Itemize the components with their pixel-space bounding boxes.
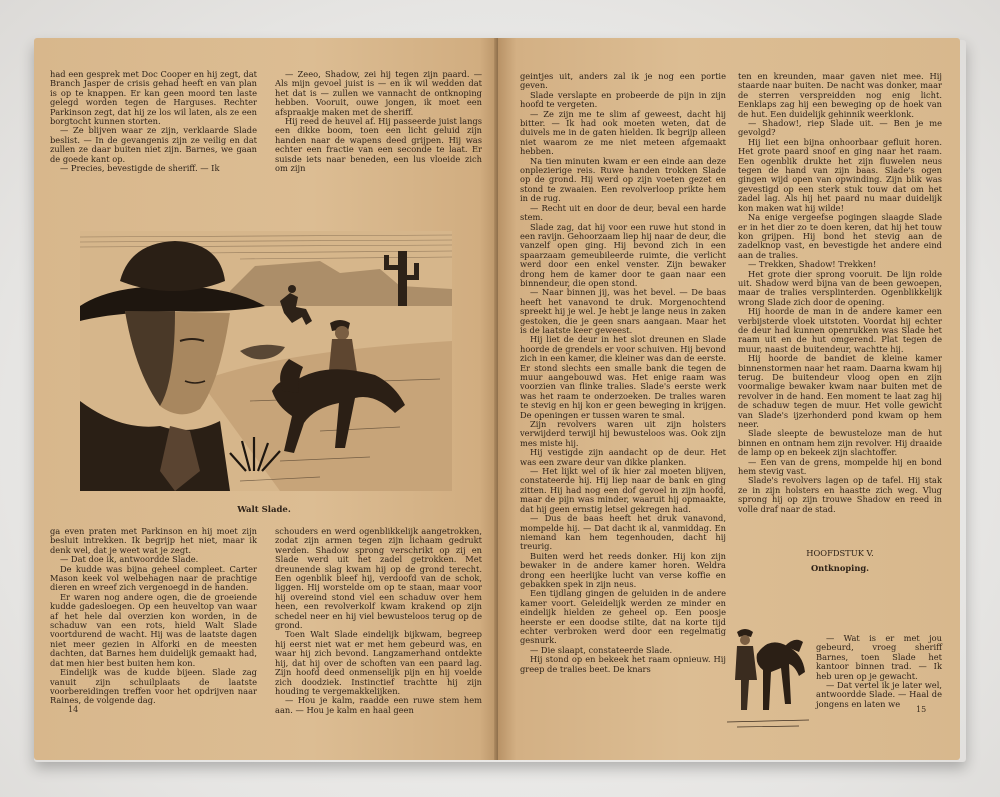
page-number-right: 15 bbox=[916, 705, 927, 714]
paragraph: Hij reed de heuvel af. Hij passeerde juist langs een dikke boom, toen een licht geluid zijn handen naar de wapens deed grijpen. Hij was echter een fractie van een seconde te laat. Er suisde iets naar beneden, een lus vloeide zich om zijn bbox=[275, 116, 483, 174]
paragraph: Slade zag, dat hij voor een ruwe hut stond in een ravijn. Gehoorzaam liep hij naar de deur, die vanzelf open ging. Hij bevond zich in een spaarzaam gemeubileerde ruimte, die verlicht werd door een enkel venster. Zijn bewaker drong hem de kamer door te gaan naar een binnendeur, die open stond. bbox=[520, 221, 726, 288]
paragraph: Slade verslapte en probeerde de pijn in zijn hoofd te vergeten. bbox=[520, 89, 726, 110]
paragraph: — Hou je kalm, raadde een ruwe stem hem aan. — Hou je kalm en haal geen bbox=[275, 695, 482, 715]
right-column-2 bbox=[738, 72, 942, 514]
paragraph: Eindelijk was de kudde bijeen. Slade zag vanuit zijn schuilplaats de laatste voorbereidingen treffen voor het opdrijven naar Raines, de volgende dag. bbox=[50, 667, 257, 706]
walt-slade-illustration bbox=[80, 231, 452, 491]
chapter-heading: HOOFDSTUK V. bbox=[806, 548, 874, 558]
paragraph: Slade's revolvers lagen op de tafel. Hij stak ze in zijn holsters en haastte zich weg. Vlug sprong hij op zijn trouwe Shadow en reed in volle draf naar de stad. bbox=[738, 475, 942, 514]
paragraph: Hij liet een bijna onhoorbaar gefluit horen. Het grote paard snoof en ging naar het raam. Een ogenblik drukte het zijn fluwelen neus tegen de hand van zijn baas. Slade's ogen gingen wijd open van opwinding. Zijn blik was gevestigd op een sterk stuk touw dat om het zadel lag. Als hij het paard nu maar duidelijk kon maken wat hij wilde! bbox=[738, 136, 942, 213]
paragraph: Hij liet de deur in het slot dreunen en Slade hoorde de grendels er voor schuiven. Hij bevond zich in een kamer, die kleiner was dan de eerste. Er stond slechts een smalle bank die tegen de muur aangebouwd was. Het enige raam was voorzien van flinke tralies. Slade's eerste werk was het raam te onderzoeken. De tralies waren te stevig en hij kon er geen beweging in krijgen. De openingen er tussen waren te smal. bbox=[520, 334, 726, 420]
paragraph: ga even praten met Parkinson en hij moet zijn besluit intrekken. Ik begrijp het niet, maar ik denk wel, dat je weet wat je zegt. bbox=[50, 526, 257, 555]
paragraph: — Naar binnen jij, was het bevel. — De baas heeft het vanavond te druk. Morgenochtend spreekt hij je wel. Je hebt je lange neus in zaken gestoken, die je geen snars aangaan. Maar het is de laatste keer geweest. bbox=[520, 287, 726, 335]
right-column-2-end bbox=[816, 634, 942, 709]
paragraph: — Zeeo, Shadow, zei hij tegen zijn paard. — Als mijn gevoel juist is — en ik wil wedden dat het dat is — zullen we vannacht de ontknoping hebben. Vooruit, ouwe jongen, ik moet een afspraakje maken met de sheriff. bbox=[275, 69, 482, 117]
paragraph: Hij hoorde de man in de andere kamer een verbijsterde vloek uitstoten. Voordat hij echter de deur had kunnen openrukken was Slade het raam uit en de hut omgerend. Plat tegen de muur, naast de buitendeur, wachtte hij. bbox=[738, 306, 942, 354]
paragraph: Hij vestigde zijn aandacht op de deur. Het was een zware deur van dikke planken. bbox=[520, 447, 726, 467]
paragraph: Zijn revolvers waren uit zijn holsters verwijderd terwijl hij bewusteloos was. Ook zijn mes miste hij. bbox=[520, 419, 726, 448]
paragraph: Na enige vergeefse pogingen slaagde Slade er in het dier zo te doen keren, dat hij het touw kon grijpen. Hij bond het stevig aan de zadelknop vast, en bevestigde het andere eind aan de tralies. bbox=[738, 212, 942, 260]
paragraph: — Recht uit en door de deur, beval een harde stem. bbox=[520, 202, 726, 223]
paragraph: Hij stond op en bekeek het raam opnieuw. Hij greep de tralies beet. De knars bbox=[520, 654, 726, 674]
paragraph: geintjes uit, anders zal ik je nog een portie geven. bbox=[520, 71, 726, 91]
paragraph: had een gesprek met Doc Cooper en hij zegt, dat Branch Jasper de crisis gehad heeft en van plan is op te knappen. Er kan geen moord ten laste gelegd worden tegen de Harguses. Rechter Parkinson zegt, dat hij ze los wil laten, als ze een borgtocht kunnen storten. bbox=[50, 69, 257, 127]
paragraph: — Ze blijven waar ze zijn, verklaarde Slade beslist. — In de gevangenis zijn ze veilig en dat zullen ze daar buiten niet zijn. Barnes, we gaan de goede kant op. bbox=[50, 125, 257, 164]
paragraph: Er waren nog andere ogen, die de groeiende kudde gadesloegen. Op een heuveltop van waar af het hele dal overzien kon worden, in de schaduw van een rots, hield Walt Slade voortdurend de wacht. Hij was de laatste dagen niet meer gezien in Alforki en de meesten dachten, dat Barnes hem duidelijk gemaakt had, dat men hier best buiten hem kon. bbox=[50, 591, 257, 668]
chapter-title: Ontknoping. bbox=[810, 563, 870, 573]
left-column-1-bottom bbox=[50, 527, 257, 706]
left-column-2-top bbox=[275, 70, 482, 173]
left-column-1-top bbox=[50, 70, 257, 173]
illustration-caption: Walt Slade. bbox=[237, 505, 291, 515]
left-column-2-bottom bbox=[275, 527, 482, 715]
paragraph: Slade sleepte de bewusteloze man de hut binnen en ontnam hem zijn revolver. Hij draaide de lamp op en bekeek zijn slachtoffer. bbox=[738, 428, 942, 458]
paragraph: — Trekken, Shadow! Trekken! bbox=[748, 259, 877, 270]
paragraph: — Dat doe ik, antwoordde Slade. bbox=[60, 554, 199, 565]
paragraph: Een tijdlang gingen de geluiden in de andere kamer voort. Geleidelijk werden ze minder en eindelijk hielden ze geheel op. Een poosje heerste er een doodse stilte, dat na korte tijd echter verbroken werd door een regelmatig gesnurk. bbox=[520, 588, 726, 646]
paragraph: — Dat vertel ik je later wel, antwoordde Slade. — Haal de jongens en laten we bbox=[816, 680, 942, 709]
right-page bbox=[498, 38, 960, 760]
page-number-left: 14 bbox=[68, 705, 79, 714]
paragraph: Toen Walt Slade eindelijk bijkwam, begreep hij eerst niet wat er met hem gebeurd was, en waar hij zich bevond. Langzamerhand ontdekte hij, dat hij over de schoften van een paard lag. Zijn hoofd deed onmenselijk pijn en hij voelde zich doodziek. Instinctief trachtte hij zijn houding te vergemakkelijken. bbox=[275, 629, 482, 696]
left-page bbox=[34, 38, 498, 760]
paragraph: Hij hoorde de bandiet de kleine kamer binnenstormen naar het raam. Daarna kwam hij terug. De buitendeur vloog open en zijn voormalige bewaker kwam naar buiten met de revolver in de hand. Een moment te laat zag hij de schaduw tegen de muur. Het volle gewicht van Slade's ijzerhonderd pond kwam op hem neer. bbox=[738, 353, 942, 430]
paragraph: — Precies, bevestigde de sheriff. — Ik bbox=[60, 163, 220, 174]
paragraph: — Een van de grens, mompelde hij en bond hem stevig vast. bbox=[738, 456, 942, 477]
paragraph: Buiten werd het reeds donker. Hij kon zijn bewaker in de andere kamer horen. Weldra drong een heerlijke lucht van verse koffie en gebakken spek in zijn neus. bbox=[520, 550, 726, 589]
paragraph: Het grote dier sprong vooruit. De lijn rolde uit. Shadow werd bijna van de been gewoepen, maar de tralies versplinterden. Ogenblikkelijk wrong Slade zich door de opening. bbox=[738, 268, 942, 307]
sheriff-with-horse-illustration bbox=[727, 618, 809, 730]
paragraph: ten en kreunden, maar gaven niet mee. Hij staarde naar buiten. De nacht was donker, maar de sterren verspreidden nog enig licht. Eenklaps zag hij een beweging op de hoek van de hut. Een duidelijk gehinnik weerklonk. bbox=[738, 71, 942, 119]
paragraph: De kudde was bijna geheel compleet. Carter Mason keek vol welbehagen naar de prachtige dieren en wreef zich vergenoegd in de handen. bbox=[50, 563, 257, 593]
paragraph: — Het lijkt wel of ik hier zal moeten blijven, constateerde hij. Hij liep naar de bank en ging zitten. Hij had nog een dof gevoel in zijn hoofd, maar de pijn was minder, waaruit hij opmaakte, dat hij geen ernstig letsel gekregen had. bbox=[520, 466, 726, 514]
paragraph: — Wat is er met jou gebeurd, vroeg sheriff Barnes, toen Slade het kantoor binnen trad. — Ik heb uren op je gewacht. bbox=[816, 633, 942, 681]
paragraph: — Dus de baas heeft het druk vanavond, mompelde hij. — Dat dacht ik al, vanmiddag. En niemand kan hem tegenhouden, dacht hij treurig. bbox=[520, 513, 726, 552]
right-column-1 bbox=[520, 72, 726, 674]
paragraph: schouders en werd ogenblikkelijk aangetrokken, zodat zijn armen tegen zijn lichaam gedrukt werden. Shadow sprong verschrikt op zij en Slade werd uit het zadel getrokken. Met dreunende slag kwam hij op de grond terecht. Een ogenblik bleef hij, verdoofd van de schok, liggen. Hij worstelde om op te staan, maar voor hij overeind stond viel een schaduw over hem heen, een revolverkolf kwam krakend op zijn schedel neer en hij viel bewusteloos terug op de grond. bbox=[275, 526, 482, 631]
paragraph: — Shadow!, riep Slade uit. — Ben je me gevolgd? bbox=[738, 118, 942, 138]
paragraph: — Ze zijn me te slim af geweest, dacht hij bitter. — Ik had ook moeten weten, dat de duivels me in de gaten hielden. Ik begrijp alleen niet waarom ze me niet meteen afgemaakt hebben. bbox=[520, 108, 726, 157]
paragraph: Na tien minuten kwam er een einde aan deze onplezierige reis. Ruwe handen trokken Slade op de grond. Hij werd op zijn voeten gezet en stond te zwaaien. Een revolverloop prikte hem in de rug. bbox=[520, 155, 726, 204]
paragraph: — Die slaapt, constateerde Slade. bbox=[530, 644, 673, 655]
